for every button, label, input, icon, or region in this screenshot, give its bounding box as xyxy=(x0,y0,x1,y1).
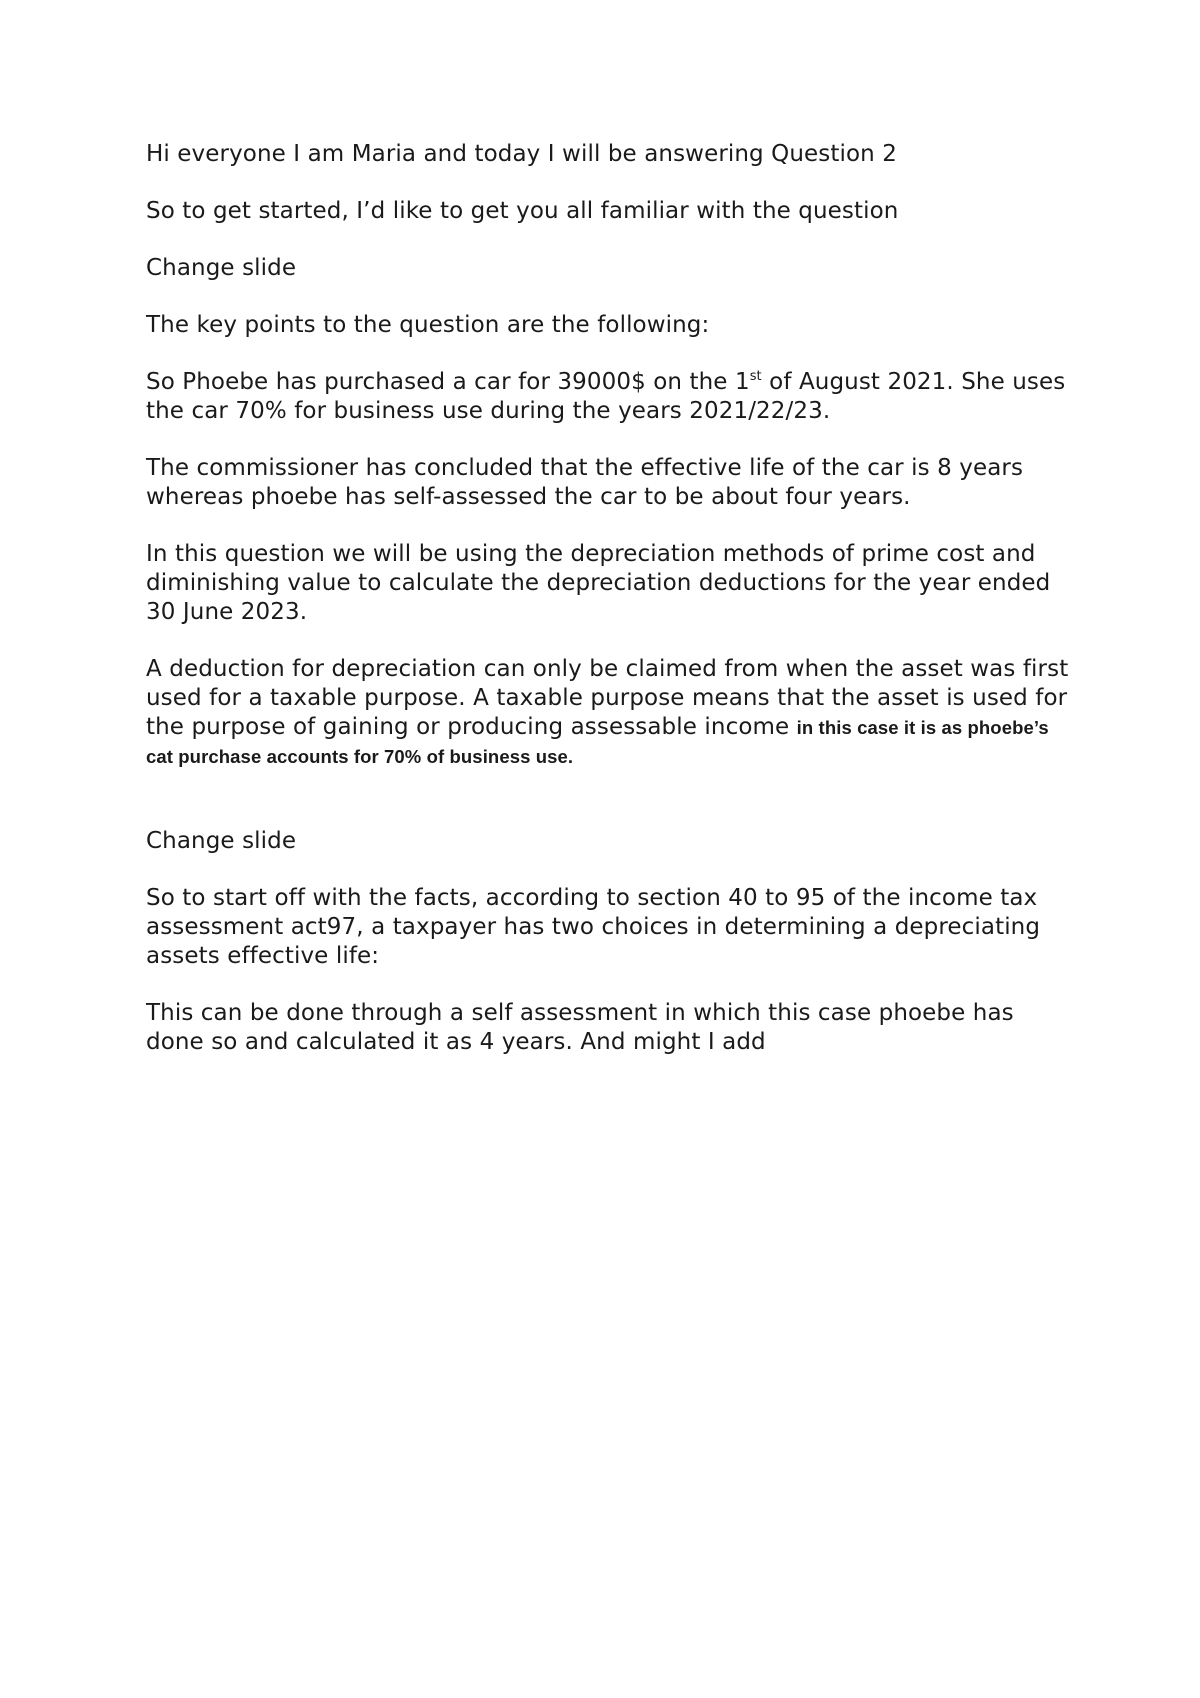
purchase-text-end: of August 2021. She uses the car 70% for business use during the years 2021/22/23. xyxy=(146,369,1066,424)
change-slide-note-2: Change slide xyxy=(146,828,297,854)
change-slide-note: Change slide xyxy=(146,255,297,281)
effective-life-paragraph: The commissioner has concluded that the effective life of the car is 8 years whereas phoebe has self-assessed the car to be about four years. xyxy=(146,455,1024,510)
getting-started-paragraph: So to get started, I’d like to get you all familiar with the question xyxy=(146,198,899,224)
key-points-paragraph: The key points to the question are the following: xyxy=(146,312,710,338)
ordinal-superscript: st xyxy=(749,369,762,384)
self-assessment-paragraph: This can be done through a self assessment in which this case phoebe has done so and calculated it as 4 years. And might I add xyxy=(146,1000,1014,1055)
deduction-paragraph xyxy=(146,655,1076,771)
purchase-text-start: So Phoebe has purchased a car for 39000$ on the 1 xyxy=(146,369,750,395)
purchase-paragraph xyxy=(146,368,1076,426)
intro-paragraph: Hi everyone I am Maria and today I will be answering Question 2 xyxy=(146,141,897,167)
methods-paragraph: In this question we will be using the depreciation methods of prime cost and diminishing value to calculate the depreciation deductions for the year ended 30 June 2023. xyxy=(146,541,1051,625)
facts-paragraph: So to start off with the facts, according to section 40 to 95 of the income tax assessment act97, a taxpayer has two choices in determining a depreciating assets effective life: xyxy=(146,885,1041,969)
document-body xyxy=(146,140,1076,1085)
deduction-text: A deduction for depreciation can only be claimed from when the asset was first used for a taxable purpose. A taxable purpose means that the asset is used for the purpose of gaining or producing assessable income xyxy=(146,656,1069,740)
deduction-bold-tail: in this case it is as phoebe’s cat purchase accounts for 70% of business use. xyxy=(146,717,1049,767)
